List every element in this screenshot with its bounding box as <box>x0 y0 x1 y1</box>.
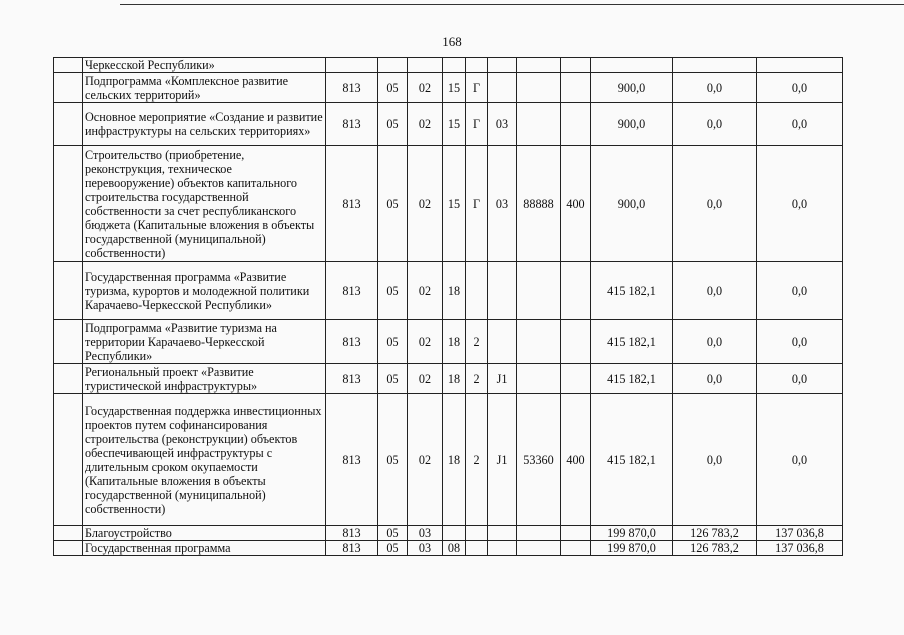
cell-type <box>561 541 591 556</box>
cell-direction <box>488 262 517 320</box>
cell-program <box>443 526 466 541</box>
cell-subprogram <box>466 526 488 541</box>
cell-y2: 0,0 <box>673 262 757 320</box>
row-name-cell: Черкесской Республики» <box>83 58 326 73</box>
cell-y3: 0,0 <box>757 73 843 103</box>
cell-y2: 0,0 <box>673 146 757 262</box>
cell-subprogram: Г <box>466 146 488 262</box>
cell-admin: 813 <box>326 541 378 556</box>
cell-expense: 88888 <box>517 146 561 262</box>
cell-y3: 0,0 <box>757 262 843 320</box>
cell-y1: 900,0 <box>591 73 673 103</box>
cell-y1: 199 870,0 <box>591 541 673 556</box>
cell-direction <box>488 58 517 73</box>
cell-y1: 900,0 <box>591 103 673 146</box>
cell-program: 18 <box>443 262 466 320</box>
cell-y3: 0,0 <box>757 394 843 526</box>
cell-expense <box>517 262 561 320</box>
cell-section: 05 <box>378 394 408 526</box>
row-blank-cell <box>54 541 83 556</box>
row-name-cell: Подпрограмма «Комплексное развитие сельских территорий» <box>83 73 326 103</box>
row-blank-cell <box>54 146 83 262</box>
row-name-cell: Основное мероприятие «Создание и развитие инфраструктуры на сельских территориях» <box>83 103 326 146</box>
table-row <box>54 526 843 541</box>
cell-type <box>561 58 591 73</box>
cell-subprogram: 2 <box>466 394 488 526</box>
cell-y1 <box>591 58 673 73</box>
cell-type: 400 <box>561 394 591 526</box>
table-row <box>54 58 843 73</box>
cell-program: 18 <box>443 320 466 364</box>
cell-direction <box>488 541 517 556</box>
cell-y3: 0,0 <box>757 146 843 262</box>
cell-direction <box>488 73 517 103</box>
cell-expense <box>517 103 561 146</box>
cell-y2: 126 783,2 <box>673 526 757 541</box>
cell-direction: J1 <box>488 364 517 394</box>
cell-admin: 813 <box>326 320 378 364</box>
row-blank-cell <box>54 394 83 526</box>
table-row <box>54 394 843 526</box>
row-blank-cell <box>54 58 83 73</box>
row-name-cell: Государственная программа «Развитие туризма, курортов и молодежной политики Карачаево-Черкесской Республики» <box>83 262 326 320</box>
cell-admin: 813 <box>326 526 378 541</box>
cell-program: 18 <box>443 364 466 394</box>
cell-expense <box>517 58 561 73</box>
cell-y3: 0,0 <box>757 320 843 364</box>
page-edge-line <box>120 4 904 5</box>
row-blank-cell <box>54 73 83 103</box>
cell-y1: 415 182,1 <box>591 262 673 320</box>
cell-program: 18 <box>443 394 466 526</box>
cell-expense <box>517 364 561 394</box>
cell-y3: 137 036,8 <box>757 541 843 556</box>
cell-y2: 0,0 <box>673 73 757 103</box>
page-number: 168 <box>442 34 462 49</box>
cell-y2: 0,0 <box>673 364 757 394</box>
cell-direction: 03 <box>488 146 517 262</box>
cell-section: 05 <box>378 526 408 541</box>
cell-admin: 813 <box>326 103 378 146</box>
cell-y3: 0,0 <box>757 103 843 146</box>
table-row <box>54 73 843 103</box>
cell-type <box>561 103 591 146</box>
row-blank-cell <box>54 262 83 320</box>
cell-subprogram <box>466 541 488 556</box>
cell-y2: 126 783,2 <box>673 541 757 556</box>
row-name-cell: Государственная поддержка инвестиционных проектов путем софинансирования строительства (реконструкции) объектов обеспечивающей инфраструктуры с длительным сроком окупаемости (Капитальные вложения в объекты государственной (муниципальной) собственности) <box>83 394 326 526</box>
cell-subsection: 02 <box>408 320 443 364</box>
row-blank-cell <box>54 320 83 364</box>
cell-y1: 415 182,1 <box>591 364 673 394</box>
row-blank-cell <box>54 364 83 394</box>
cell-admin: 813 <box>326 394 378 526</box>
cell-subsection: 02 <box>408 146 443 262</box>
cell-subprogram: Г <box>466 73 488 103</box>
cell-program: 08 <box>443 541 466 556</box>
cell-direction: 03 <box>488 103 517 146</box>
cell-program: 15 <box>443 103 466 146</box>
row-blank-cell <box>54 103 83 146</box>
cell-y1: 415 182,1 <box>591 394 673 526</box>
cell-type <box>561 320 591 364</box>
row-name-cell: Подпрограмма «Развитие туризма на территории Карачаево-Черкесской Республики» <box>83 320 326 364</box>
cell-direction: J1 <box>488 394 517 526</box>
budget-table <box>53 57 843 556</box>
cell-subsection: 03 <box>408 541 443 556</box>
cell-expense <box>517 526 561 541</box>
row-name-cell: Благоустройство <box>83 526 326 541</box>
row-name-cell: Строительство (приобретение, реконструкция, техническое перевооружение) объектов капитального строительства государственной собственности за счет республиканского бюджета (Капитальные вложения в объекты государственной (муниципальной) собственности) <box>83 146 326 262</box>
cell-subprogram: 2 <box>466 364 488 394</box>
cell-subprogram: Г <box>466 103 488 146</box>
cell-y1: 415 182,1 <box>591 320 673 364</box>
cell-y2: 0,0 <box>673 103 757 146</box>
table-row <box>54 103 843 146</box>
cell-type: 400 <box>561 146 591 262</box>
cell-program <box>443 58 466 73</box>
cell-subsection: 02 <box>408 394 443 526</box>
cell-subsection: 02 <box>408 262 443 320</box>
cell-type <box>561 73 591 103</box>
cell-subprogram <box>466 58 488 73</box>
cell-subsection: 02 <box>408 73 443 103</box>
cell-type <box>561 526 591 541</box>
cell-expense <box>517 320 561 364</box>
cell-y2 <box>673 58 757 73</box>
cell-y1: 199 870,0 <box>591 526 673 541</box>
cell-expense <box>517 73 561 103</box>
cell-y2: 0,0 <box>673 394 757 526</box>
cell-section: 05 <box>378 262 408 320</box>
cell-y3 <box>757 58 843 73</box>
cell-type <box>561 364 591 394</box>
cell-program: 15 <box>443 146 466 262</box>
cell-admin: 813 <box>326 364 378 394</box>
table-row <box>54 541 843 556</box>
table-row <box>54 364 843 394</box>
row-name-cell: Государственная программа <box>83 541 326 556</box>
cell-section <box>378 58 408 73</box>
cell-expense <box>517 541 561 556</box>
cell-program: 15 <box>443 73 466 103</box>
cell-section: 05 <box>378 364 408 394</box>
cell-admin: 813 <box>326 262 378 320</box>
table-row <box>54 320 843 364</box>
cell-admin <box>326 58 378 73</box>
cell-expense: 53360 <box>517 394 561 526</box>
cell-section: 05 <box>378 73 408 103</box>
cell-subsection: 03 <box>408 526 443 541</box>
cell-admin: 813 <box>326 146 378 262</box>
cell-admin: 813 <box>326 73 378 103</box>
cell-y3: 0,0 <box>757 364 843 394</box>
cell-section: 05 <box>378 146 408 262</box>
cell-y2: 0,0 <box>673 320 757 364</box>
table-row <box>54 146 843 262</box>
cell-subsection <box>408 58 443 73</box>
cell-direction <box>488 320 517 364</box>
table-row <box>54 262 843 320</box>
cell-subprogram <box>466 262 488 320</box>
cell-y1: 900,0 <box>591 146 673 262</box>
cell-section: 05 <box>378 320 408 364</box>
cell-subprogram: 2 <box>466 320 488 364</box>
cell-subsection: 02 <box>408 364 443 394</box>
cell-type <box>561 262 591 320</box>
cell-y3: 137 036,8 <box>757 526 843 541</box>
cell-section: 05 <box>378 103 408 146</box>
row-name-cell: Региональный проект «Развитие туристической инфраструктуры» <box>83 364 326 394</box>
cell-section: 05 <box>378 541 408 556</box>
row-blank-cell <box>54 526 83 541</box>
cell-subsection: 02 <box>408 103 443 146</box>
cell-direction <box>488 526 517 541</box>
